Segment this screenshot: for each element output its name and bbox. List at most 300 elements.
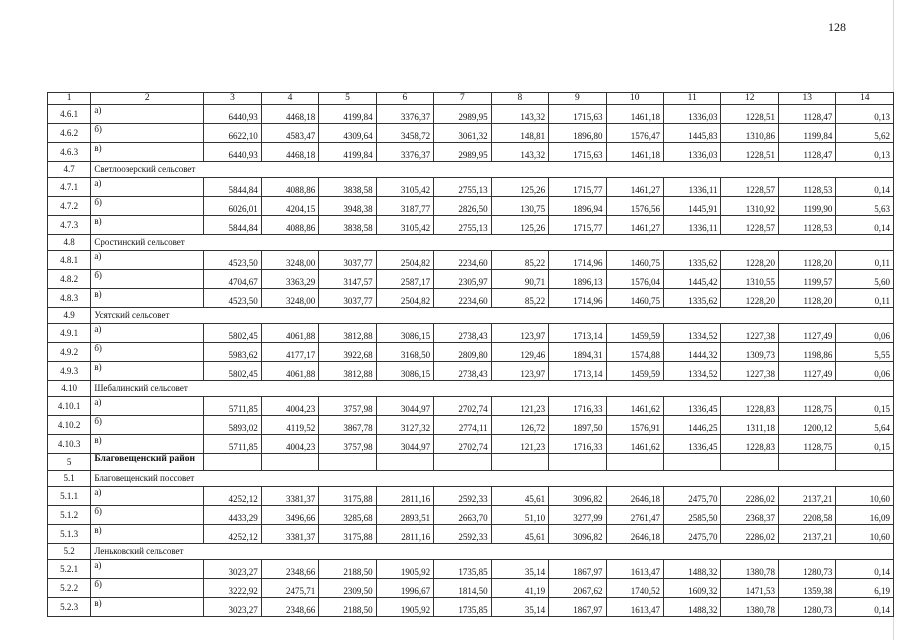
value-cell: 4199,84 [319, 105, 376, 124]
value-cell: 5,62 [836, 124, 894, 143]
value-cell: 3175,88 [319, 525, 376, 544]
value-cell: 1609,32 [664, 579, 721, 598]
value-cell: 1199,57 [778, 270, 835, 289]
value-cell: 0,13 [836, 143, 894, 162]
column-header-5: 5 [319, 93, 376, 105]
row-code: 4.10.1 [48, 397, 91, 416]
value-cell: 1576,91 [606, 416, 663, 435]
value-cell: 1335,62 [664, 289, 721, 308]
empty-cell [319, 471, 376, 487]
value-cell: 3222,92 [204, 579, 261, 598]
value-cell: 4523,50 [204, 251, 261, 270]
value-cell: 5711,85 [204, 397, 261, 416]
value-cell: 1228,57 [721, 178, 778, 197]
value-cell: 1228,20 [721, 289, 778, 308]
section-header-row [48, 162, 894, 178]
value-cell: 1335,62 [664, 251, 721, 270]
value-cell: 126,72 [491, 416, 548, 435]
value-cell: 2592,33 [434, 487, 491, 506]
value-cell: 148,81 [491, 124, 548, 143]
row-code: 4.7.1 [48, 178, 91, 197]
value-cell: 4088,86 [261, 216, 318, 235]
row-code: 4.6.3 [48, 143, 91, 162]
value-cell: 1336,11 [664, 216, 721, 235]
value-cell: 4252,12 [204, 525, 261, 544]
value-cell: 2504,82 [376, 251, 433, 270]
value-cell: 5,64 [836, 416, 894, 435]
empty-cell [204, 454, 261, 471]
value-cell: 2234,60 [434, 251, 491, 270]
value-cell: 1461,62 [606, 435, 663, 454]
column-header-8: 8 [491, 93, 548, 105]
value-cell: 1867,97 [549, 598, 606, 617]
value-cell: 1380,78 [721, 598, 778, 617]
empty-cell [204, 381, 261, 397]
section-title: Леньковский сельсовет [91, 544, 204, 560]
row-code: 4.6.1 [48, 105, 91, 124]
column-header-4: 4 [261, 93, 318, 105]
empty-cell [549, 381, 606, 397]
value-cell: 2646,18 [606, 525, 663, 544]
empty-cell [261, 381, 318, 397]
empty-cell [606, 471, 663, 487]
value-cell: 0,11 [836, 251, 894, 270]
value-cell: 45,61 [491, 525, 548, 544]
value-cell: 1460,75 [606, 251, 663, 270]
empty-cell [434, 308, 491, 324]
value-cell: 4199,84 [319, 143, 376, 162]
value-cell: 4433,29 [204, 506, 261, 525]
value-cell: 51,10 [491, 506, 548, 525]
value-cell: 1459,59 [606, 324, 663, 343]
table-row [48, 289, 894, 308]
value-cell: 0,14 [836, 598, 894, 617]
empty-cell [664, 235, 721, 251]
table-row [48, 124, 894, 143]
value-cell: 3812,88 [319, 362, 376, 381]
value-cell: 3044,97 [376, 397, 433, 416]
value-cell: 3023,27 [204, 598, 261, 617]
row-code: 5.2 [48, 544, 91, 560]
value-cell: 1227,38 [721, 324, 778, 343]
value-cell: 4704,67 [204, 270, 261, 289]
row-code: 5.2.3 [48, 598, 91, 617]
value-cell: 1735,85 [434, 560, 491, 579]
value-cell: 2475,71 [261, 579, 318, 598]
row-code: 4.8 [48, 235, 91, 251]
empty-cell [204, 471, 261, 487]
empty-cell [376, 454, 433, 471]
value-cell: 5711,85 [204, 435, 261, 454]
value-cell: 0,15 [836, 397, 894, 416]
empty-cell [549, 471, 606, 487]
value-cell: 90,71 [491, 270, 548, 289]
value-cell: 1199,90 [778, 197, 835, 216]
empty-cell [836, 235, 894, 251]
section-header-row [48, 471, 894, 487]
value-cell: 0,13 [836, 105, 894, 124]
table-row [48, 435, 894, 454]
row-code: 5.1 [48, 471, 91, 487]
value-cell: 1488,32 [664, 598, 721, 617]
empty-cell [261, 308, 318, 324]
table-row [48, 105, 894, 124]
value-cell: 2646,18 [606, 487, 663, 506]
empty-cell [836, 308, 894, 324]
value-cell: 1227,38 [721, 362, 778, 381]
empty-cell [664, 381, 721, 397]
value-cell: 1200,12 [778, 416, 835, 435]
value-cell: 0,06 [836, 324, 894, 343]
value-cell: 5893,02 [204, 416, 261, 435]
empty-cell [491, 544, 548, 560]
value-cell: 1228,51 [721, 105, 778, 124]
section-title: Благовещенский район [91, 454, 204, 471]
value-cell: 3248,00 [261, 251, 318, 270]
empty-cell [664, 308, 721, 324]
value-cell: 0,14 [836, 216, 894, 235]
empty-cell [664, 162, 721, 178]
empty-cell [549, 454, 606, 471]
value-cell: 130,75 [491, 197, 548, 216]
empty-cell [434, 471, 491, 487]
value-cell: 6,19 [836, 579, 894, 598]
value-cell: 1228,51 [721, 143, 778, 162]
empty-cell [319, 308, 376, 324]
value-cell: 2738,43 [434, 324, 491, 343]
value-cell: 3757,98 [319, 435, 376, 454]
empty-cell [204, 162, 261, 178]
value-cell: 4583,47 [261, 124, 318, 143]
empty-cell [549, 235, 606, 251]
value-cell: 3285,68 [319, 506, 376, 525]
empty-cell [434, 162, 491, 178]
row-variant: б) [91, 197, 204, 216]
row-code: 4.7.3 [48, 216, 91, 235]
value-cell: 6440,93 [204, 105, 261, 124]
empty-cell [836, 544, 894, 560]
section-header-row [48, 308, 894, 324]
value-cell: 3376,37 [376, 105, 433, 124]
value-cell: 1310,86 [721, 124, 778, 143]
value-cell: 3838,58 [319, 216, 376, 235]
value-cell: 1714,96 [549, 251, 606, 270]
value-cell: 1445,91 [664, 197, 721, 216]
value-cell: 5983,62 [204, 343, 261, 362]
value-cell: 3757,98 [319, 397, 376, 416]
value-cell: 2989,95 [434, 143, 491, 162]
value-cell: 1359,38 [778, 579, 835, 598]
empty-cell [491, 235, 548, 251]
row-variant: в) [91, 525, 204, 544]
row-variant: в) [91, 435, 204, 454]
value-cell: 1576,47 [606, 124, 663, 143]
value-cell: 3248,00 [261, 289, 318, 308]
value-cell: 1128,75 [778, 397, 835, 416]
row-code: 4.7.2 [48, 197, 91, 216]
row-code: 5.1.2 [48, 506, 91, 525]
empty-cell [434, 381, 491, 397]
row-variant: в) [91, 143, 204, 162]
row-variant: а) [91, 178, 204, 197]
value-cell: 1336,45 [664, 435, 721, 454]
value-cell: 4523,50 [204, 289, 261, 308]
value-cell: 1613,47 [606, 598, 663, 617]
value-cell: 2208,58 [778, 506, 835, 525]
empty-cell [606, 308, 663, 324]
value-cell: 2774,11 [434, 416, 491, 435]
row-code: 5.1.1 [48, 487, 91, 506]
value-cell: 3867,78 [319, 416, 376, 435]
value-cell: 5802,45 [204, 324, 261, 343]
value-cell: 2188,50 [319, 560, 376, 579]
value-cell: 1471,53 [721, 579, 778, 598]
section-title: Сростинский сельсовет [91, 235, 204, 251]
value-cell: 1128,53 [778, 216, 835, 235]
row-code: 4.6.2 [48, 124, 91, 143]
value-cell: 1461,27 [606, 216, 663, 235]
row-code: 4.10 [48, 381, 91, 397]
value-cell: 1897,50 [549, 416, 606, 435]
column-header-10: 10 [606, 93, 663, 105]
value-cell: 3086,15 [376, 324, 433, 343]
empty-cell [376, 162, 433, 178]
table-row [48, 416, 894, 435]
empty-cell [204, 544, 261, 560]
value-cell: 45,61 [491, 487, 548, 506]
value-cell: 3458,72 [376, 124, 433, 143]
row-variant: б) [91, 579, 204, 598]
empty-cell [549, 162, 606, 178]
value-cell: 16,09 [836, 506, 894, 525]
value-cell: 1905,92 [376, 598, 433, 617]
empty-cell [778, 235, 835, 251]
row-variant: в) [91, 289, 204, 308]
table-row [48, 579, 894, 598]
value-cell: 3381,37 [261, 525, 318, 544]
table-row [48, 143, 894, 162]
value-cell: 1310,55 [721, 270, 778, 289]
empty-cell [836, 454, 894, 471]
value-cell: 1128,75 [778, 435, 835, 454]
value-cell: 1311,18 [721, 416, 778, 435]
table-row [48, 525, 894, 544]
value-cell: 1896,80 [549, 124, 606, 143]
value-cell: 0,11 [836, 289, 894, 308]
value-cell: 2137,21 [778, 525, 835, 544]
value-cell: 1867,97 [549, 560, 606, 579]
value-cell: 2348,66 [261, 598, 318, 617]
value-cell: 2755,13 [434, 178, 491, 197]
value-cell: 1336,11 [664, 178, 721, 197]
table-row [48, 197, 894, 216]
value-cell: 1715,63 [549, 105, 606, 124]
table-row [48, 251, 894, 270]
empty-cell [376, 544, 433, 560]
empty-cell [778, 454, 835, 471]
table-row [48, 487, 894, 506]
value-cell: 129,46 [491, 343, 548, 362]
value-cell: 1459,59 [606, 362, 663, 381]
value-cell: 2188,50 [319, 598, 376, 617]
empty-cell [606, 381, 663, 397]
table-header-row [48, 93, 894, 105]
empty-cell [549, 544, 606, 560]
value-cell: 4309,64 [319, 124, 376, 143]
empty-cell [778, 471, 835, 487]
value-cell: 4088,86 [261, 178, 318, 197]
value-cell: 3496,66 [261, 506, 318, 525]
value-cell: 1336,03 [664, 143, 721, 162]
value-cell: 5,60 [836, 270, 894, 289]
table-row [48, 178, 894, 197]
value-cell: 1445,42 [664, 270, 721, 289]
table-body [48, 105, 894, 617]
value-cell: 3127,32 [376, 416, 433, 435]
value-cell: 3147,57 [319, 270, 376, 289]
empty-cell [549, 308, 606, 324]
value-cell: 3187,77 [376, 197, 433, 216]
empty-cell [261, 235, 318, 251]
value-cell: 2368,37 [721, 506, 778, 525]
row-code: 4.9.2 [48, 343, 91, 362]
value-cell: 6440,93 [204, 143, 261, 162]
value-cell: 85,22 [491, 251, 548, 270]
value-cell: 3037,77 [319, 289, 376, 308]
value-cell: 2504,82 [376, 289, 433, 308]
empty-cell [778, 162, 835, 178]
empty-cell [319, 381, 376, 397]
value-cell: 1576,56 [606, 197, 663, 216]
section-header-row [48, 544, 894, 560]
column-header-14: 14 [836, 93, 894, 105]
value-cell: 1127,49 [778, 362, 835, 381]
table-row [48, 397, 894, 416]
value-cell: 123,97 [491, 324, 548, 343]
value-cell: 1228,57 [721, 216, 778, 235]
value-cell: 6622,10 [204, 124, 261, 143]
value-cell: 1198,86 [778, 343, 835, 362]
empty-cell [319, 235, 376, 251]
empty-cell [434, 235, 491, 251]
value-cell: 1228,20 [721, 251, 778, 270]
empty-cell [319, 162, 376, 178]
empty-cell [204, 308, 261, 324]
row-variant: б) [91, 506, 204, 525]
value-cell: 4004,23 [261, 435, 318, 454]
empty-cell [721, 235, 778, 251]
value-cell: 1714,96 [549, 289, 606, 308]
value-cell: 125,26 [491, 216, 548, 235]
value-cell: 3096,82 [549, 525, 606, 544]
value-cell: 1740,52 [606, 579, 663, 598]
row-code: 5.1.3 [48, 525, 91, 544]
row-variant: в) [91, 598, 204, 617]
value-cell: 1334,52 [664, 362, 721, 381]
column-header-1: 1 [48, 93, 91, 105]
column-header-9: 9 [549, 93, 606, 105]
value-cell: 10,60 [836, 525, 894, 544]
empty-cell [721, 544, 778, 560]
empty-cell [376, 381, 433, 397]
empty-cell [664, 544, 721, 560]
value-cell: 3175,88 [319, 487, 376, 506]
value-cell: 3948,38 [319, 197, 376, 216]
value-cell: 1461,18 [606, 143, 663, 162]
row-variant: а) [91, 560, 204, 579]
value-cell: 123,97 [491, 362, 548, 381]
section-header-row [48, 381, 894, 397]
value-cell: 1444,32 [664, 343, 721, 362]
value-cell: 1228,83 [721, 397, 778, 416]
value-cell: 1445,83 [664, 124, 721, 143]
value-cell: 5,55 [836, 343, 894, 362]
row-code: 4.8.3 [48, 289, 91, 308]
value-cell: 2809,80 [434, 343, 491, 362]
table-row [48, 216, 894, 235]
value-cell: 143,32 [491, 143, 548, 162]
value-cell: 3037,77 [319, 251, 376, 270]
value-cell: 1613,47 [606, 560, 663, 579]
value-cell: 41,19 [491, 579, 548, 598]
tariff-table [47, 92, 894, 617]
row-code: 4.7 [48, 162, 91, 178]
value-cell: 4119,52 [261, 416, 318, 435]
value-cell: 3363,29 [261, 270, 318, 289]
value-cell: 2738,43 [434, 362, 491, 381]
value-cell: 1576,04 [606, 270, 663, 289]
value-cell: 1488,32 [664, 560, 721, 579]
row-variant: а) [91, 105, 204, 124]
value-cell: 1715,77 [549, 178, 606, 197]
value-cell: 1128,20 [778, 251, 835, 270]
value-cell: 0,15 [836, 435, 894, 454]
empty-cell [376, 308, 433, 324]
value-cell: 2286,02 [721, 525, 778, 544]
value-cell: 121,23 [491, 397, 548, 416]
value-cell: 1894,31 [549, 343, 606, 362]
value-cell: 5844,84 [204, 178, 261, 197]
table-row [48, 362, 894, 381]
value-cell: 1461,27 [606, 178, 663, 197]
value-cell: 1713,14 [549, 324, 606, 343]
empty-cell [491, 381, 548, 397]
table-row [48, 343, 894, 362]
empty-cell [606, 162, 663, 178]
value-cell: 1128,53 [778, 178, 835, 197]
empty-cell [606, 235, 663, 251]
value-cell: 1715,63 [549, 143, 606, 162]
empty-cell [721, 454, 778, 471]
value-cell: 1574,88 [606, 343, 663, 362]
empty-cell [721, 162, 778, 178]
row-code: 4.9 [48, 308, 91, 324]
row-code: 5.2.2 [48, 579, 91, 598]
value-cell: 1309,73 [721, 343, 778, 362]
column-header-6: 6 [376, 93, 433, 105]
empty-cell [778, 381, 835, 397]
table-row [48, 598, 894, 617]
empty-cell [664, 471, 721, 487]
value-cell: 4061,88 [261, 324, 318, 343]
table-row [48, 560, 894, 579]
empty-cell [836, 471, 894, 487]
empty-cell [721, 381, 778, 397]
row-code: 4.8.1 [48, 251, 91, 270]
value-cell: 2811,16 [376, 487, 433, 506]
empty-cell [376, 235, 433, 251]
value-cell: 5844,84 [204, 216, 261, 235]
